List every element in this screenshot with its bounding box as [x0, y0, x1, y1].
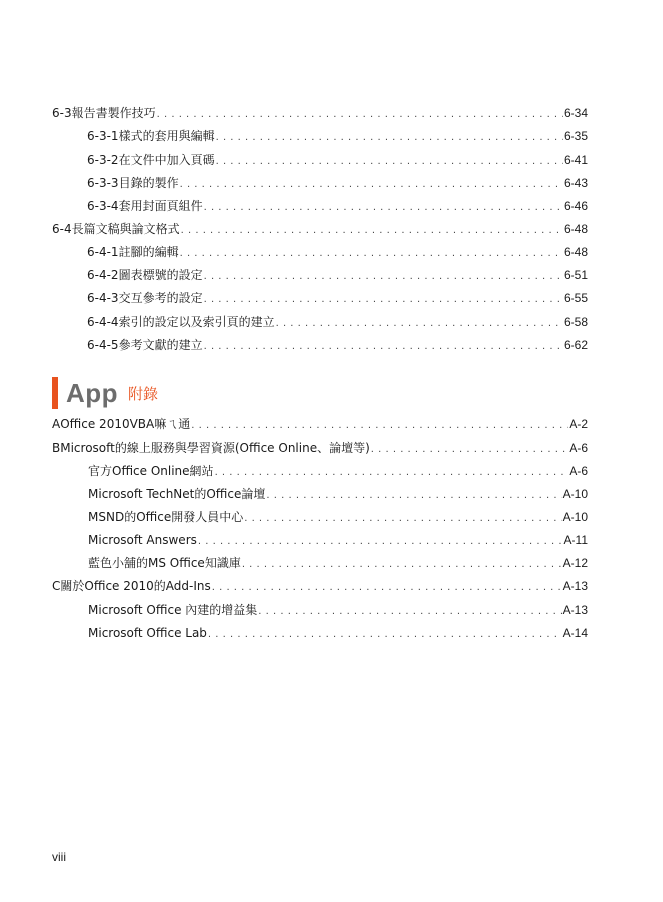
section-page: 6-34 — [563, 106, 588, 120]
leader-dots — [216, 130, 563, 146]
leader-dots — [204, 269, 563, 285]
leader-dots — [215, 465, 569, 481]
section-title: 套用封面頁組件 — [118, 199, 203, 213]
appendix-entry-page: A-11 — [563, 533, 588, 547]
toc-entry[interactable] — [52, 105, 588, 123]
appendix-letter: C — [52, 579, 61, 593]
appendix-entry-title: 藍色小舖的MS Office知識庫 — [88, 556, 241, 570]
section-title: 在文件中加入頁碼 — [118, 153, 215, 167]
section-number: 6-3-4 — [87, 199, 119, 213]
section-page: 6-43 — [563, 176, 588, 190]
section-page: 6-62 — [563, 338, 588, 352]
toc-entry[interactable] — [87, 267, 588, 285]
section-number: 6-3-2 — [87, 153, 119, 167]
appendix-entry-title: Microsoft Answers — [88, 533, 197, 547]
leader-dots — [244, 511, 561, 527]
section-number: 6-3-3 — [87, 176, 119, 190]
appendix-entry-page: A-10 — [562, 487, 588, 501]
section-number: 6-4-4 — [87, 315, 119, 329]
section-title: 交互參考的設定 — [118, 291, 203, 305]
toc-entry[interactable] — [88, 555, 588, 573]
section-number: 6-4-3 — [87, 291, 119, 305]
appendix-entry-title: 關於Office 2010的Add-Ins — [60, 579, 211, 593]
appendix-entry-title: 官方Office Online網站 — [88, 464, 214, 478]
section-number: 6-4-5 — [87, 338, 119, 352]
leader-dots — [371, 442, 569, 458]
toc-entry[interactable] — [87, 337, 588, 355]
toc-entry[interactable] — [87, 244, 588, 262]
toc-entry[interactable] — [52, 578, 588, 596]
section-page: 6-46 — [563, 199, 588, 213]
appendix-entry-page: A-2 — [569, 417, 588, 431]
toc-entry[interactable] — [88, 509, 588, 527]
leader-dots — [198, 534, 563, 550]
appendix-entry-title: Microsoft Office Lab — [88, 626, 207, 640]
accent-bar — [52, 377, 58, 409]
leader-dots — [181, 223, 563, 239]
leader-dots — [212, 580, 562, 596]
leader-dots — [180, 246, 563, 262]
section-number: 6-3-1 — [87, 129, 119, 143]
toc-entry[interactable] — [87, 290, 588, 308]
appendix-entry-page: A-14 — [562, 626, 588, 640]
section-page: 6-55 — [563, 291, 588, 305]
section-page: 6-35 — [563, 129, 588, 143]
section-page: 6-48 — [563, 245, 588, 259]
leader-dots — [266, 488, 561, 504]
toc-entry[interactable] — [88, 625, 588, 643]
toc-entry[interactable] — [87, 152, 588, 170]
section-title: 樣式的套用與編輯 — [118, 129, 215, 143]
section-number: 6-4 — [52, 222, 72, 236]
section-number: 6-3 — [52, 106, 72, 120]
section-page: 6-51 — [563, 268, 588, 282]
toc-entry[interactable] — [88, 532, 588, 550]
section-title: 索引的設定以及索引頁的建立 — [118, 315, 275, 329]
toc-entry[interactable] — [88, 486, 588, 504]
toc-entry[interactable] — [87, 198, 588, 216]
appendix-entry-title: Microsoft Office 內建的增益集 — [88, 603, 258, 617]
appendix-entry-page: A-6 — [569, 464, 588, 478]
toc-entry[interactable] — [52, 416, 588, 434]
appendix-letter: A — [52, 417, 61, 431]
appendix-entry-title: Office 2010VBA嘛ㄟ通 — [60, 417, 191, 431]
section-page: 6-41 — [563, 153, 588, 167]
appendix-letter: B — [52, 441, 61, 455]
appendix-entry-title: Microsoft的線上服務與學習資源(Office Online、論壇等) — [60, 441, 370, 455]
leader-dots — [276, 316, 563, 332]
leader-dots — [258, 604, 561, 620]
leader-dots — [204, 292, 563, 308]
toc-entry[interactable] — [52, 221, 588, 239]
leader-dots — [216, 154, 563, 170]
section-title: 長篇文稿與論文格式 — [71, 222, 180, 236]
leader-dots — [208, 627, 562, 643]
section-title: 報告書製作技巧 — [71, 106, 156, 120]
toc-entry[interactable] — [52, 440, 588, 458]
leader-dots — [204, 200, 563, 216]
section-page: 6-58 — [563, 315, 588, 329]
leader-dots — [191, 418, 568, 434]
appendix-entry-page: A-12 — [562, 556, 588, 570]
appendix-entry-title: MSND的Office開發人員中心 — [88, 510, 244, 524]
appendix-entry-title: Microsoft TechNet的Office論壇 — [88, 487, 266, 501]
toc-entry[interactable] — [88, 463, 588, 481]
appendix-subtitle: 附錄 — [128, 384, 159, 403]
appendix-entry-page: A-13 — [562, 579, 588, 593]
section-title: 圖表標號的設定 — [118, 268, 203, 282]
appendix-entry-page: A-6 — [569, 441, 588, 455]
page-number: viii — [52, 850, 66, 864]
appendix-entry-page: A-10 — [562, 510, 588, 524]
appendix-title: App — [66, 377, 119, 408]
section-number: 6-4-2 — [87, 268, 119, 282]
leader-dots — [157, 107, 563, 123]
toc-entry[interactable] — [87, 175, 588, 193]
toc-entry[interactable] — [87, 314, 588, 332]
leader-dots — [180, 177, 563, 193]
appendix-heading — [52, 377, 158, 409]
leader-dots — [242, 557, 562, 573]
section-number: 6-4-1 — [87, 245, 119, 259]
section-title: 目錄的製作 — [118, 176, 179, 190]
leader-dots — [204, 339, 563, 355]
section-page: 6-48 — [563, 222, 588, 236]
section-title: 註腳的編輯 — [118, 245, 179, 259]
toc-entry[interactable] — [87, 128, 588, 146]
appendix-entry-page: A-13 — [562, 603, 588, 617]
section-title: 參考文獻的建立 — [118, 338, 203, 352]
toc-entry[interactable] — [88, 602, 588, 620]
